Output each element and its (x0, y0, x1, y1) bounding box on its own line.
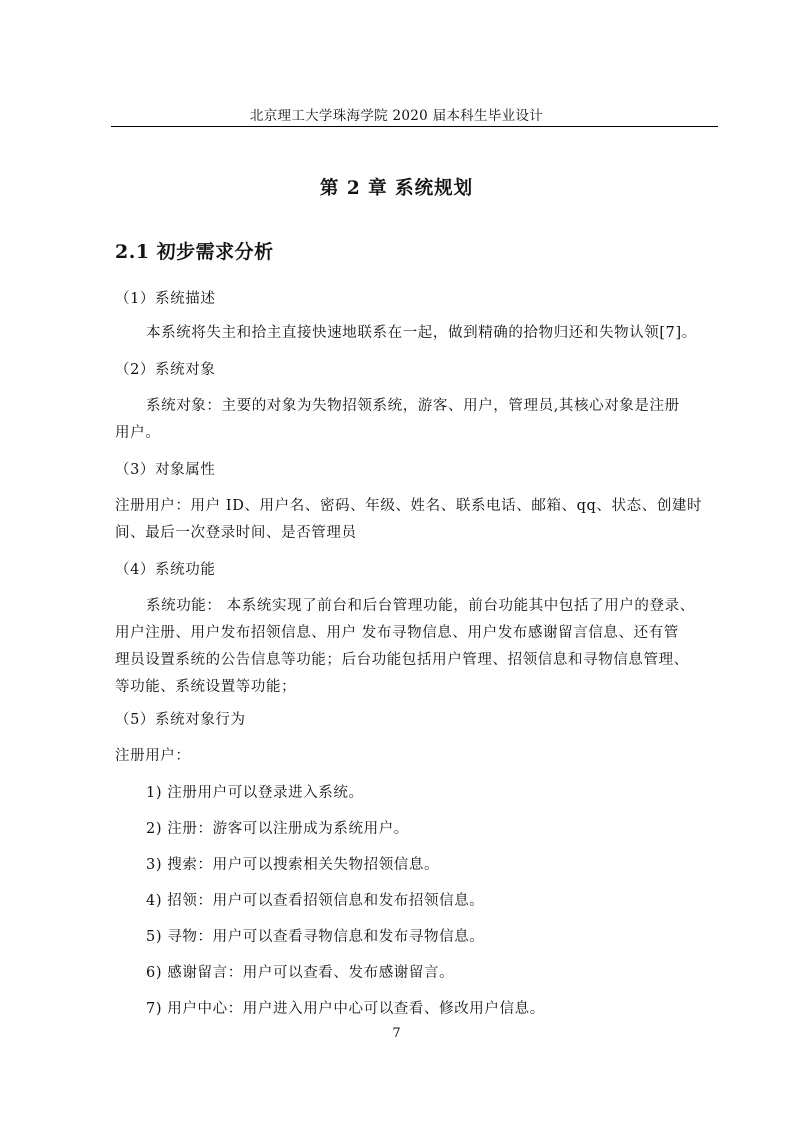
chapter-title: 第 2 章 系统规划 (319, 178, 474, 199)
subsection-heading: （4）系统功能 (115, 562, 216, 578)
list-item: 1) 注册用户可以登录进入系统。 (146, 785, 364, 801)
paragraph-line: 本系统将失主和拾主直接快速地联系在一起，做到精确的拾物归还和失物认领[7]。 (146, 325, 697, 341)
paragraph-line: 用户注册、用户发布招领信息、用户 发布寻物信息、用户发布感谢留言信息、还有管 (115, 625, 679, 641)
list-item: 5) 寻物：用户可以查看寻物信息和发布寻物信息。 (146, 929, 485, 945)
subsection-heading: （2）系统对象 (115, 362, 216, 378)
list-item: 3) 搜索：用户可以搜索相关失物招领信息。 (146, 857, 440, 873)
paragraph-line: 注册用户：用户 ID、用户名、密码、年级、姓名、联系电话、邮箱、qq、状态、创建时 (115, 498, 703, 514)
list-item: 6) 感谢留言：用户可以查看、发布感谢留言。 (146, 965, 455, 981)
paragraph-line: 理员设置系统的公告信息等功能；后台功能包括用户管理、招领信息和寻物信息管理、 (115, 652, 689, 668)
list-item: 4) 招领：用户可以查看招领信息和发布招领信息。 (146, 893, 485, 909)
list-item: 7) 用户中心：用户进入用户中心可以查看、修改用户信息。 (146, 1001, 545, 1017)
subsection-heading: （3）对象属性 (115, 462, 216, 478)
subsection-heading: （1）系统描述 (115, 291, 216, 307)
list-item: 2) 注册：游客可以注册成为系统用户。 (146, 821, 409, 837)
paragraph-line: 等功能、系统设置等功能； (115, 679, 297, 695)
section-title: 2.1 初步需求分析 (115, 241, 274, 263)
header-divider (111, 126, 718, 127)
subsection-heading: （5）系统对象行为 (115, 712, 246, 728)
paragraph-line: 系统功能： 本系统实现了前台和后台管理功能，前台功能其中包括了用户的登录、 (146, 598, 695, 614)
paragraph-line: 用户。 (115, 425, 161, 441)
page-header: 北京理工大学珠海学院 2020 届本科生毕业设计 (249, 108, 544, 124)
paragraph-line: 间、最后一次登录时间、是否管理员 (115, 525, 357, 541)
paragraph-line: 系统对象：主要的对象为失物招领系统，游客、用户，管理员,其核心对象是注册 (146, 398, 680, 414)
paragraph-line: 注册用户： (115, 748, 191, 764)
page-number: 7 (392, 1026, 401, 1041)
